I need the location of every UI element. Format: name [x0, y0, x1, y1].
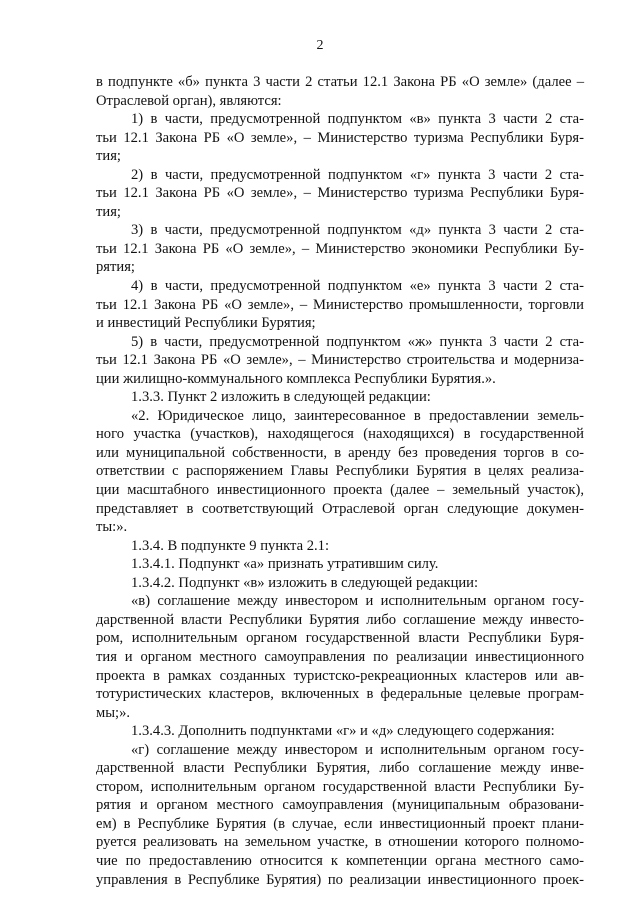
text-line: ответствии с распоряжением Главы Республики Бурятия в целях реализа- [96, 463, 584, 480]
text-line: тьи 12.1 Закона РБ «О земле», – Министерство туризма Республики Буря- [96, 129, 584, 146]
text-line: проекта в рамках созданных туристско-рекреационных кластеров или ав- [96, 667, 584, 684]
text-line: в подпункте «б» пункта 3 части 2 статьи 12.1 Закона РБ «О земле» (далее – [96, 74, 584, 90]
text-line: дарственной власти Республики Бурятия, либо соглашение между инве- [96, 760, 584, 777]
text-line: рятия; [96, 259, 135, 276]
text-line: или муниципальной собственности, в аренду без проведения торгов в со- [96, 444, 584, 461]
document-body [96, 73, 584, 889]
text-line: и инвестиций Республики Бурятия; [96, 315, 316, 332]
text-line: ром, исполнительным органом государственной власти Республики Буря- [96, 630, 584, 647]
text-line: «г) соглашение между инвестором и исполнительным органом госу- [131, 741, 584, 758]
text-line: представляет в соответствующий Отраслевой орган следующие докумен- [96, 500, 584, 517]
text-line: тия; [96, 203, 121, 220]
text-line: тия; [96, 148, 121, 165]
text-line: тьи 12.1 Закона РБ «О земле», – Министерство экономики Республики Бу- [96, 240, 584, 257]
text-line: чие по предоставлению относится к компетенции органа местного само- [96, 852, 584, 869]
text-line: руется реализовать на земельном участке, в отношении которого полномо- [96, 834, 584, 851]
text-line: мы;». [96, 704, 131, 721]
text-line: управления в Республике Бурятия) по реализации инвестиционного проек- [96, 871, 584, 888]
text-line: тия и органом местного самоуправления по реализации инвестиционного [96, 648, 584, 665]
text-line: «2. Юридическое лицо, заинтересованное в предоставлении земель- [131, 407, 584, 424]
text-line: 2) в части, предусмотренной подпунктом «г» пункта 3 части 2 ста- [131, 166, 584, 183]
text-line: стором, исполнительным органом государственной власти Республики Бу- [96, 778, 584, 795]
text-line: Отраслевой орган), являются: [96, 92, 282, 109]
text-line: ции масштабного инвестиционного проекта (далее – земельный участок), [96, 482, 584, 499]
text-line: 1.3.3. Пункт 2 изложить в следующей редакции: [131, 389, 431, 406]
text-line: 5) в части, предусмотренной подпунктом «ж» пункта 3 части 2 ста- [131, 333, 584, 350]
text-line: ции жилищно-коммунального комплекса Республики Бурятия.». [96, 370, 496, 387]
text-line: 1) в части, предусмотренной подпунктом «в» пункта 3 части 2 ста- [131, 111, 584, 128]
text-line: «в) соглашение между инвестором и исполнительным органом госу- [131, 593, 584, 610]
text-line: 1.3.4.1. Подпункт «а» признать утратившим силу. [131, 556, 439, 573]
text-line: дарственной власти Республики Бурятия либо соглашение между инвесто- [96, 611, 584, 628]
text-line: 1.3.4.3. Дополнить подпунктами «г» и «д» следующего содержания: [131, 723, 555, 740]
text-line: ты:». [96, 519, 128, 536]
text-line: ного участка (участков), находящегося (находящихся) в государственной [96, 426, 584, 443]
text-line: 1.3.4. В подпункте 9 пункта 2.1: [131, 537, 330, 554]
text-line: тьи 12.1 Закона РБ «О земле», – Министерство строительства и модерниза- [96, 352, 584, 369]
text-line: рятия и органом местного самоуправления (муниципальным образовани- [96, 797, 584, 814]
text-line: 4) в части, предусмотренной подпунктом «е» пункта 3 части 2 ста- [131, 278, 584, 295]
page-number: 2 [316, 38, 324, 53]
text-line: ем) в Республике Бурятия (в случае, если инвестиционный проект плани- [96, 815, 584, 832]
text-line: тотуристических кластеров, включенных в федеральные целевые програм- [96, 686, 584, 703]
text-line: 1.3.4.2. Подпункт «в» изложить в следующей редакции: [131, 574, 479, 591]
text-line: тьи 12.1 Закона РБ «О земле», – Министерство промышленности, торговли [96, 296, 584, 313]
text-line: 3) в части, предусмотренной подпунктом «д» пункта 3 части 2 ста- [131, 222, 584, 239]
text-line: тьи 12.1 Закона РБ «О земле», – Министерство туризма Республики Буря- [96, 185, 584, 202]
